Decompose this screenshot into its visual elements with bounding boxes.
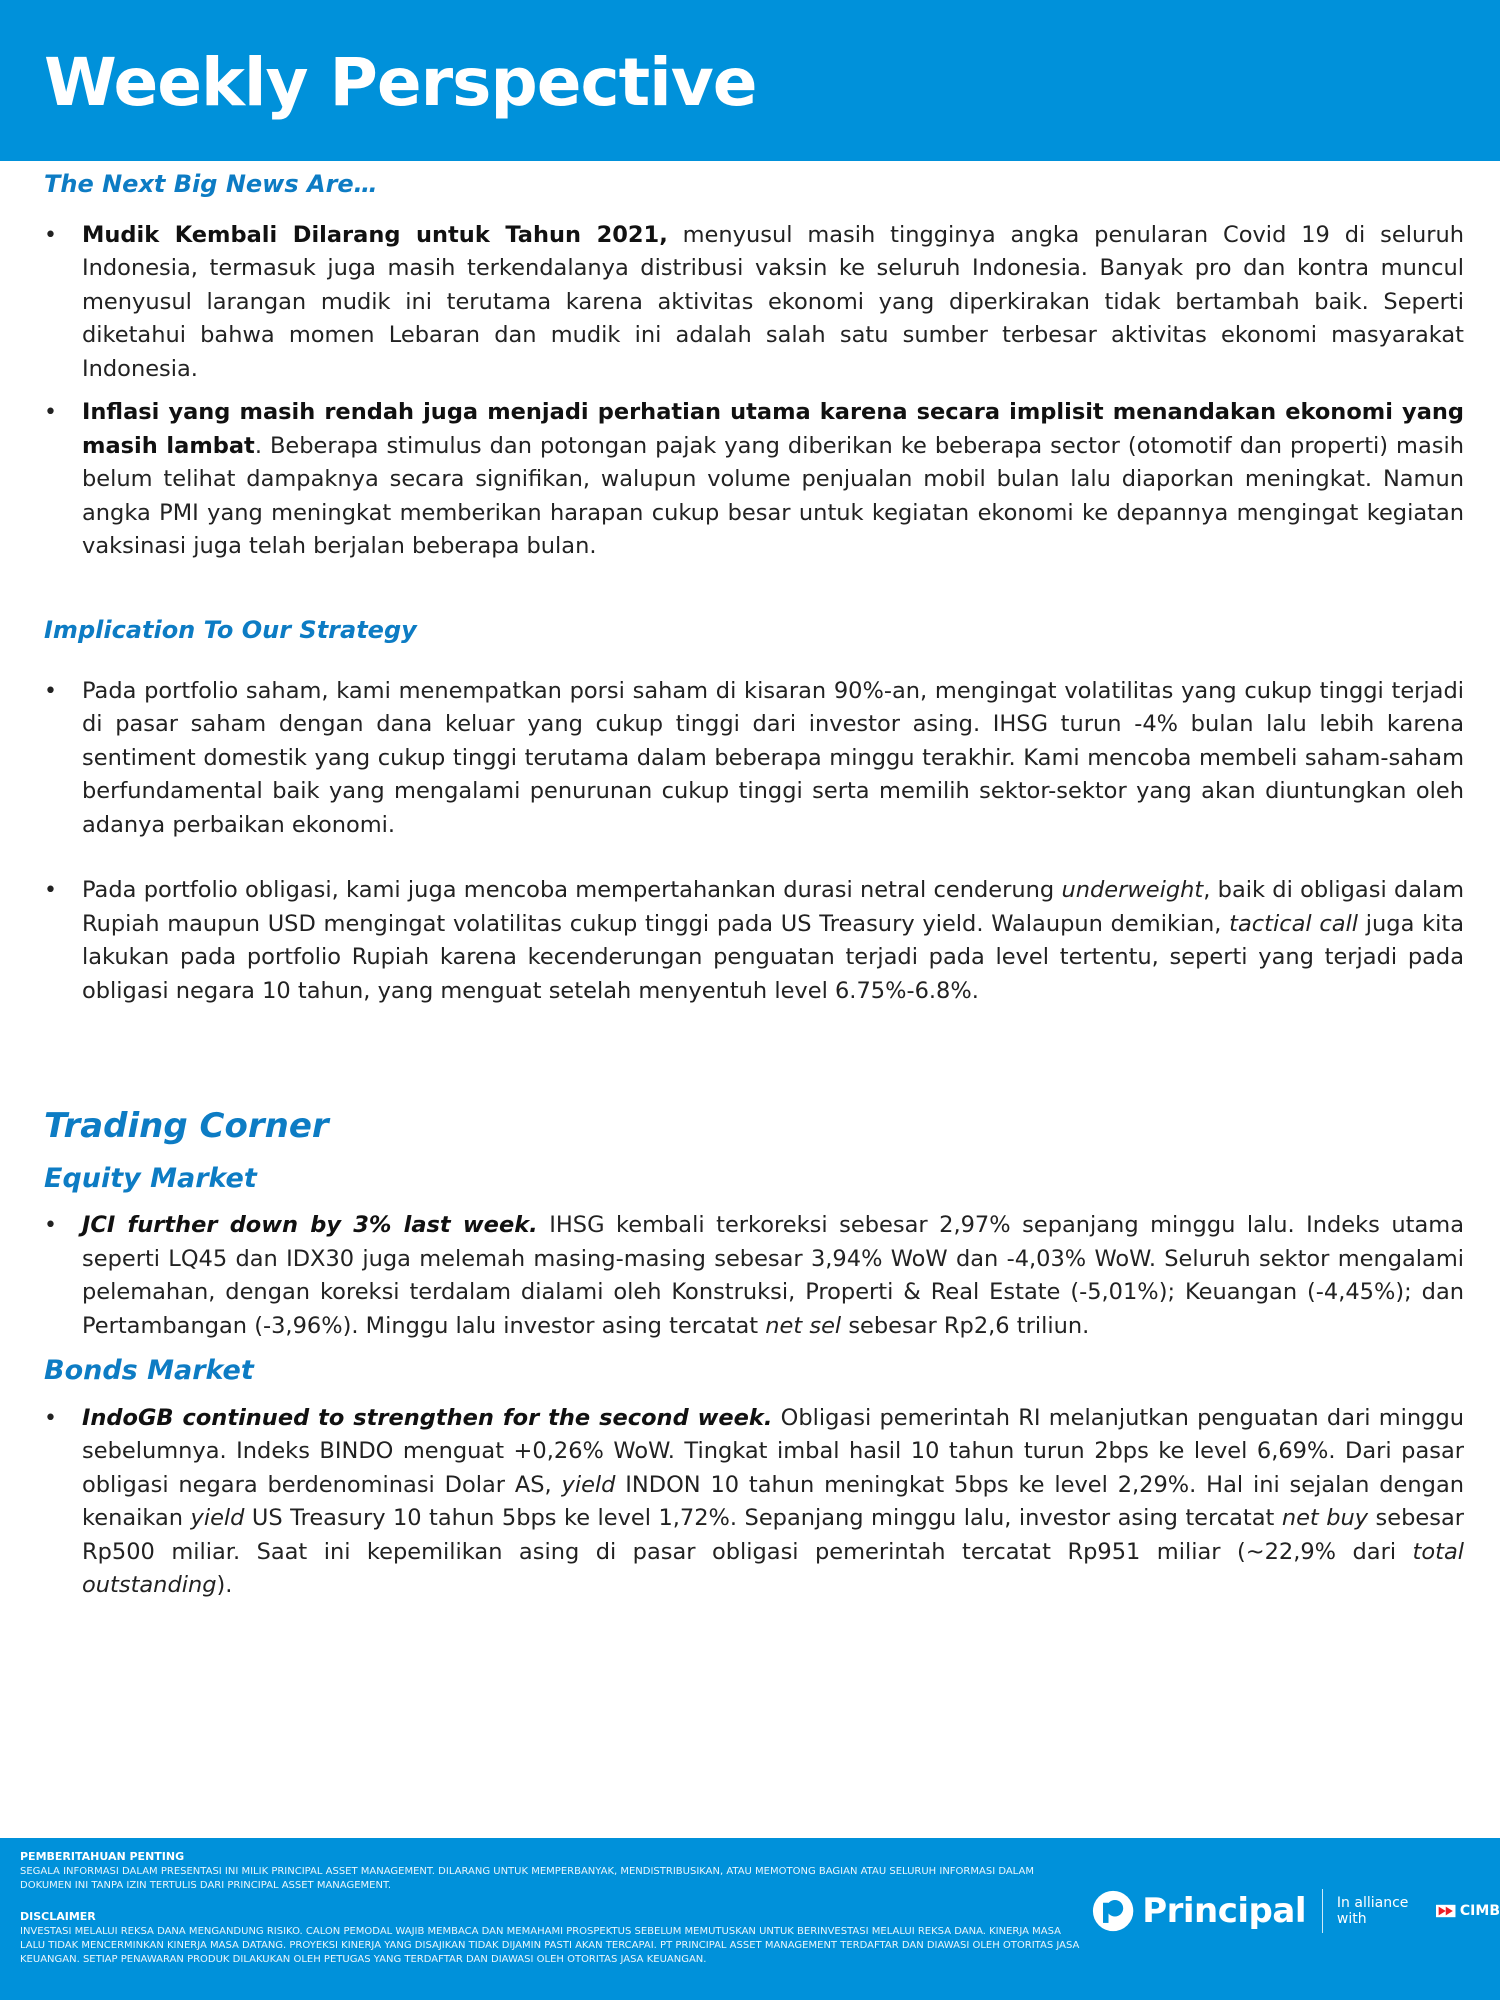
section-title-implication: Implication To Our Strategy <box>44 615 417 644</box>
bullet-text: Pada portfolio saham, kami menempatkan porsi saham di kisaran 90%-an, mengingat volatilitas yang cukup tinggi terjadi di pasar saham dengan dana keluar yang cukup tinggi dari investor asing. IHSG turun -4% bulan lalu lebih karena sentiment domestik yang cukup tinggi terutama dalam beberapa minggu terakhir. Kami mencoba membeli saham-saham berfundamental baik yang mengalami penurunan cukup tinggi serta memilih sektor-sektor yang akan diuntungkan oleh adanya perbaikan ekonomi. <box>82 677 1464 838</box>
italic-term: yield <box>561 1471 616 1498</box>
page-title: Weekly Perspective <box>44 44 757 121</box>
section-title-equity-market: Equity Market <box>44 1162 257 1194</box>
italic-term: net buy <box>1281 1505 1369 1532</box>
alliance-text: In alliance with <box>1336 1895 1409 1927</box>
list-item <box>44 1209 1464 1343</box>
italic-term: yield <box>190 1505 245 1532</box>
equity-list <box>44 1209 1464 1343</box>
alliance-label <box>1337 1895 1500 1927</box>
principal-logo-icon <box>1092 1888 1134 1934</box>
notice-title: PEMBERITAHUAN PENTING <box>20 1850 185 1863</box>
bullet-text: . Beberapa stimulus dan potongan pajak yang diberikan ke beberapa sector (otomotif dan properti) masih belum telihat dampaknya secara signifikan, walupun volume penjualan mobil bulan lalu diaporkan meningkat. Namun angka PMI yang meningkat memberikan harapan cukup besar untuk kegiatan ekonomi ke depannya mengingat kegiatan vaksinasi juga telah berjalan beberapa bulan. <box>82 432 1464 560</box>
bullet-text: sebesar Rp500 miliar. Saat ini kepemilikan asing di pasar obligasi pemerintah tercatat Rp951 miliar (~22,9% dari <box>82 1505 1464 1565</box>
brand-name: Principal <box>1142 1891 1306 1931</box>
bullet-text: juga kita lakukan pada portfolio Rupiah karena kecenderungan penguatan terjadi pada level tertentu, seperti yang terjadi pada obligasi negara 10 tahun, yang menguat setelah menyentuh level 6.75%-6.8%. <box>82 910 1465 1004</box>
main-content <box>44 160 1464 1603</box>
bonds-list <box>44 1402 1464 1603</box>
list-item <box>44 874 1464 1008</box>
italic-term: net sel <box>765 1312 842 1339</box>
bullet-text: , baik di obligasi dalam Rupiah maupun USD mengingat volatilitas cukup tinggi pada US Treasury yield. Walaupun demikian, <box>82 877 1464 937</box>
bullet-lead: JCI further down by 3% last week. <box>82 1212 538 1239</box>
bullet-text: Pada portfolio obligasi, kami juga mencoba mempertahankan durasi netral cenderung <box>82 877 1062 904</box>
bullet-lead: Inflasi yang masih rendah juga menjadi perhatian utama karena secara implisit menandakan ekonomi yang masih lambat <box>82 399 1464 459</box>
section-title-bonds-market: Bonds Market <box>44 1355 254 1387</box>
list-item <box>44 675 1464 843</box>
section-title-trading-corner: Trading Corner <box>44 1106 329 1147</box>
list-item <box>44 396 1464 564</box>
disclaimer-title: DISCLAIMER <box>20 1910 96 1923</box>
cimb-logo-icon <box>1436 1904 1455 1918</box>
notice-text: SEGALA INFORMASI DALAM PRESENTASI INI MILIK PRINCIPAL ASSET MANAGEMENT. DILARANG UNTUK MEMPERBANYAK, MENDISTRIBUSIKAN, ATAU MEMOTONG BAGIAN ATAU SELURUH INFORMASI DALAM DOKUMEN INI TANPA IZIN TERTULIS DARI PRINCIPAL ASSET MANAGEMENT. <box>20 1866 1034 1891</box>
bullet-text: sebesar Rp2,6 triliun. <box>841 1312 1090 1339</box>
brand-logo <box>1092 1888 1500 1934</box>
logo-divider <box>1322 1889 1323 1933</box>
italic-term: tactical call <box>1229 910 1359 937</box>
list-item <box>44 219 1464 387</box>
bullet-text: IHSG kembali terkoreksi sebesar 2,97% sepanjang minggu lalu. Indeks utama seperti LQ45 dan IDX30 juga melemah masing-masing sebesar 3,94% WoW dan -4,03% WoW. Seluruh sektor mengalami pelemahan, dengan koreksi terdalam dialami oleh Konstruksi, Properti & Real Estate (-5,01%); Keuangan (-4,45%); dan Pertambangan (-3,96%). Minggu lalu investor asing tercatat <box>82 1212 1464 1339</box>
bullet-lead: Mudik Kembali Dilarang untuk Tahun 2021, <box>82 221 668 248</box>
implication-list <box>44 675 1464 1009</box>
italic-term: underweight <box>1061 877 1204 904</box>
bullet-text: ). <box>216 1572 233 1599</box>
disclaimer-text: INVESTASI MELALUI REKSA DANA MENGANDUNG RISIKO. CALON PEMODAL WAJIB MEMBACA DAN MEMAHAMI PROSPEKTUS SEBELUM MEMUTUSKAN UNTUK BERINVESTASI MELALUI REKSA DANA. KINERJA MASA LALU TIDAK MENCERMINKAN KINERJA MASA DATANG. PROYEKSI KINERJA YANG DISAJIKAN TIDAK DIJAMIN PASTI AKAN TERCAPAI. PT PRINCIPAL ASSET MANAGEMENT TERDAFTAR DAN DIAWASI OLEH OTORITAS JASA KEUANGAN. SETIAP PENAWARAN PRODUK DILAKUKAN OLEH PETUGAS YANG TERDAFTAR DAN DIAWASI OLEH OTORITAS JASA KEUANGAN. <box>20 1926 1080 1965</box>
page-footer <box>0 1838 1500 2000</box>
list-item <box>44 1402 1464 1603</box>
bullet-lead: IndoGB continued to strengthen for the second week. <box>82 1404 773 1431</box>
bullet-text: INDON 10 tahun meningkat 5bps ke level 2,29%. Hal ini sejalan dengan kenaikan <box>82 1471 1464 1532</box>
page-header <box>0 0 1500 161</box>
bullet-text: Obligasi pemerintah RI melanjutkan penguatan dari minggu sebelumnya. Indeks BINDO menguat +0,26% WoW. Tingkat imbal hasil 10 tahun turun 2bps ke level 6,69%. Dari pasar obligasi negara berdenominasi Dolar AS, <box>82 1404 1464 1498</box>
news-list <box>44 219 1464 564</box>
bullet-text: menyusul masih tingginya angka penularan Covid 19 di seluruh Indonesia, termasuk juga masih terkendalanya distribusi vaksin ke seluruh Indonesia. Banyak pro dan kontra muncul menyusul larangan mudik ini terutama karena aktivitas ekonomi yang diperkirakan tidak bertambah baik. Seperti diketahui bahwa momen Lebaran dan mudik ini adalah salah satu sumber terbesar aktivitas ekonomi masyarakat Indonesia. <box>82 221 1464 382</box>
bullet-text: US Treasury 10 tahun 5bps ke level 1,72%. Sepanjang minggu lalu, investor asing tercatat <box>244 1505 1282 1532</box>
partner-name: CIMB <box>1459 1903 1500 1919</box>
section-title-next-big-news: The Next Big News Are… <box>44 170 378 198</box>
italic-term: total outstanding <box>82 1538 1464 1599</box>
